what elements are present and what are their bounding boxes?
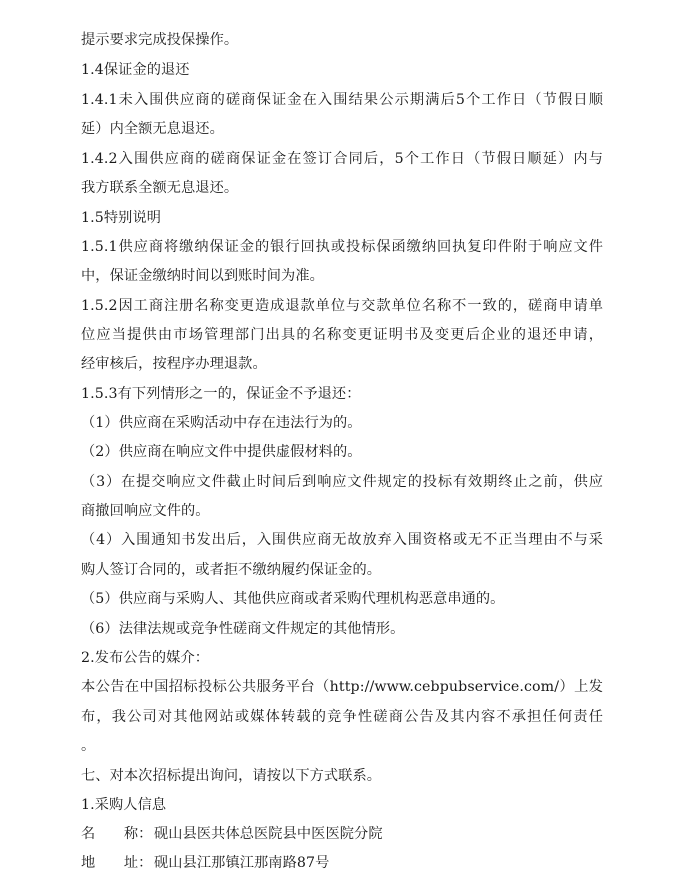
- text-line: 位应当提供由市场管理部门出具的名称变更证明书及变更后企业的退还申请，: [81, 327, 603, 343]
- purchaser-address-row: [81, 853, 329, 873]
- section-heading: 1.5特别说明: [81, 210, 162, 226]
- list-item: （6）法律法规或竞争性磋商文件规定的其他情形。: [81, 621, 405, 637]
- text-line: 中，保证金缴纳时间以到账时间为准。: [81, 268, 324, 284]
- purchaser-address-value: 砚山县江那镇江那南路87号: [154, 855, 330, 871]
- list-item: （1）供应商在采购活动中存在违法行为的。: [81, 415, 362, 431]
- purchaser-name-value: 砚山县医共体总医院县中医医院分院: [154, 826, 383, 842]
- section-heading: 1.采购人信息: [81, 797, 167, 813]
- section-heading: 2.发布公告的媒介：: [81, 650, 210, 666]
- purchaser-name-row: [81, 824, 383, 844]
- list-item: （3）在提交响应文件截止时间后到响应文件规定的投标有效期终止之前，供应: [81, 474, 603, 490]
- list-item: （5）供应商与采购人、其他供应商或者采购代理机构恶意串通的。: [81, 591, 505, 607]
- text-line: 1.5.3有下列情形之一的，保证金不予退还：: [81, 386, 361, 402]
- text-line: 延）内全额无息退还。: [81, 121, 224, 137]
- text-line: 布，我公司对其他网站或媒体转载的竞争性磋商公告及其内容不承担任何责任: [81, 709, 603, 725]
- list-item: （2）供应商在响应文件中提供虚假材料的。: [81, 444, 362, 460]
- purchaser-name-label: 名 称：: [81, 826, 153, 842]
- text-line: 商撤回响应文件的。: [81, 503, 210, 519]
- text-line: 我方联系全额无息退还。: [81, 180, 239, 196]
- text-line: 。: [81, 738, 96, 754]
- section-heading: 七、对本次招标提出询问，请按以下方式联系。: [81, 768, 382, 784]
- purchaser-address-label: 地 址：: [81, 855, 153, 871]
- text-line: 1.4.1未入围供应商的磋商保证金在入围结果公示期满后5个工作日（节假日顺: [81, 92, 603, 108]
- text-line: 1.5.2因工商注册名称变更造成退款单位与交款单位名称不一致的，磋商申请单: [81, 298, 603, 314]
- section-heading: 1.4保证金的退还: [81, 62, 190, 78]
- text-line: 经审核后，按程序办理退款。: [81, 356, 267, 372]
- text-line: 1.5.1供应商将缴纳保证金的银行回执或投标保函缴纳回执复印件附于响应文件: [81, 239, 603, 255]
- text-line: 提示要求完成投保操作。: [81, 32, 239, 48]
- text-line: 本公告在中国招标投标公共服务平台（http://www.cebpubservice.com/）上发: [81, 679, 603, 695]
- text-line: 1.4.2入围供应商的磋商保证金在签订合同后，5个工作日（节假日顺延）内与: [81, 151, 603, 167]
- text-line: 购人签订合同的，或者拒不缴纳履约保证金的。: [81, 562, 382, 578]
- list-item: （4）入围通知书发出后，入围供应商无故放弃入围资格或无不正当理由不与采: [81, 532, 603, 548]
